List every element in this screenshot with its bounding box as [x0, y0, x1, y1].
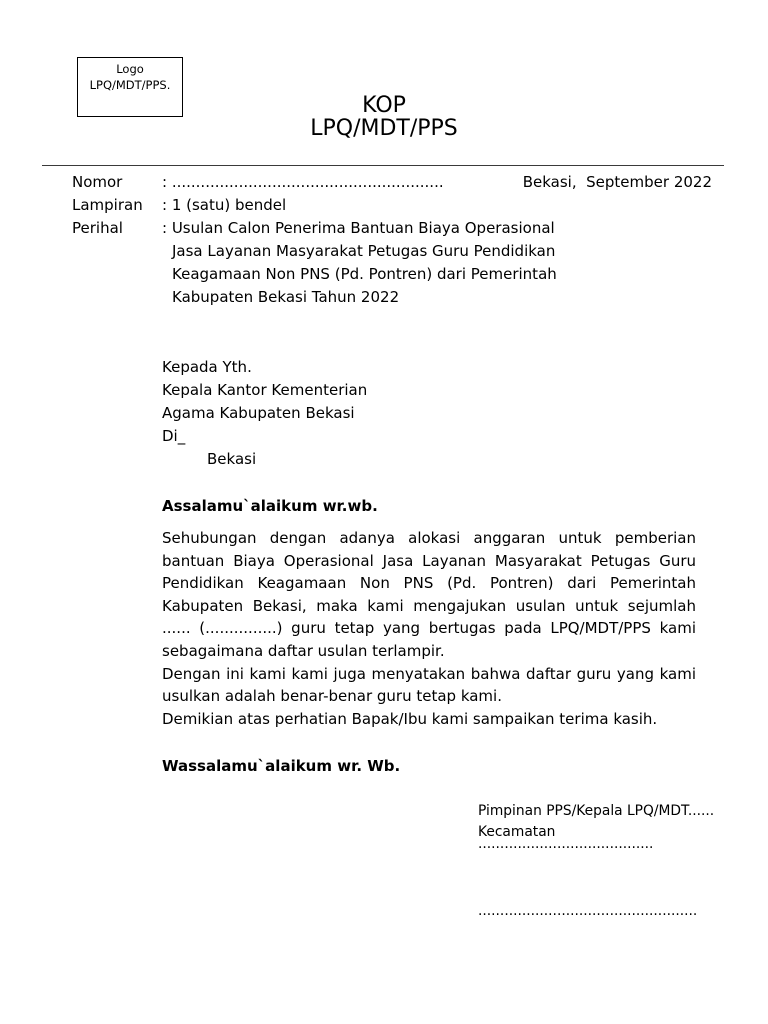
nomor-value: : ......................................................... [162, 173, 444, 191]
body-line: ...... (...............) guru tetap yang bertugas pada LPQ/MDT/PPS kami [162, 619, 696, 638]
letterhead-title: KOP [362, 93, 406, 118]
logo-placeholder-org: LPQ/MDT/PPS. [89, 78, 171, 92]
body-line: usulkan adalah benar-benar guru tetap kami. [162, 687, 502, 706]
recipient-line: Kepala Kantor Kementerian [162, 381, 368, 399]
body-line: Kabupaten Bekasi, maka kami mengajukan usulan untuk sejumlah [162, 596, 696, 615]
nomor-label: Nomor [72, 173, 123, 191]
lampiran-value: : 1 (satu) bendel [162, 196, 287, 214]
signature-name-blank: .................................................. [478, 903, 698, 919]
signature-title: Pimpinan PPS/Kepala LPQ/MDT...... [478, 803, 715, 819]
signature-district-blank: ........................................ [478, 836, 654, 852]
letterhead [0, 94, 768, 140]
body-line: Sehubungan dengan adanya alokasi anggaran untuk pemberian [162, 529, 696, 547]
letterhead-subtitle: LPQ/MDT/PPS [310, 116, 458, 141]
greeting: Assalamu`alaikum wr.wb. [162, 497, 378, 515]
recipient-city: Bekasi [207, 450, 257, 468]
body-line: Dengan ini kami kami juga menyatakan bahwa daftar guru yang kami [162, 664, 696, 683]
closing-greeting: Wassalamu`alaikum wr. Wb. [162, 757, 401, 775]
body-line: bantuan Biaya Operasional Jasa Layanan Masyarakat Petugas Guru [162, 551, 696, 570]
recipient-line: Di_ [162, 427, 186, 445]
header-divider [42, 165, 724, 166]
recipient-line: Agama Kabupaten Bekasi [162, 404, 355, 422]
perihal-line: : Usulan Calon Penerima Bantuan Biaya Operasional [162, 219, 555, 237]
body-text [162, 527, 696, 730]
perihal-value [162, 217, 557, 309]
letter-date: Bekasi, September 2022 [522, 173, 712, 191]
perihal-line: Kabupaten Bekasi Tahun 2022 [172, 288, 400, 306]
recipient-block [162, 356, 367, 471]
perihal-label: Perihal [72, 219, 123, 237]
body-line: Demikian atas perhatian Bapak/Ibu kami sampaikan terima kasih. [162, 709, 658, 728]
logo-placeholder-label: Logo [116, 62, 144, 76]
lampiran-label: Lampiran [72, 196, 143, 214]
recipient-line: Kepada Yth. [162, 358, 252, 376]
perihal-line: Jasa Layanan Masyarakat Petugas Guru Pendidikan [172, 242, 556, 260]
perihal-line: Keagamaan Non PNS (Pd. Pontren) dari Pemerintah [172, 265, 557, 283]
signature-district: Kecamatan [478, 824, 556, 840]
body-line: Pendidikan Keagamaan Non PNS (Pd. Pontren) dari Pemerintah [162, 574, 696, 593]
body-line: sebagaimana daftar usulan terlampir. [162, 641, 445, 660]
